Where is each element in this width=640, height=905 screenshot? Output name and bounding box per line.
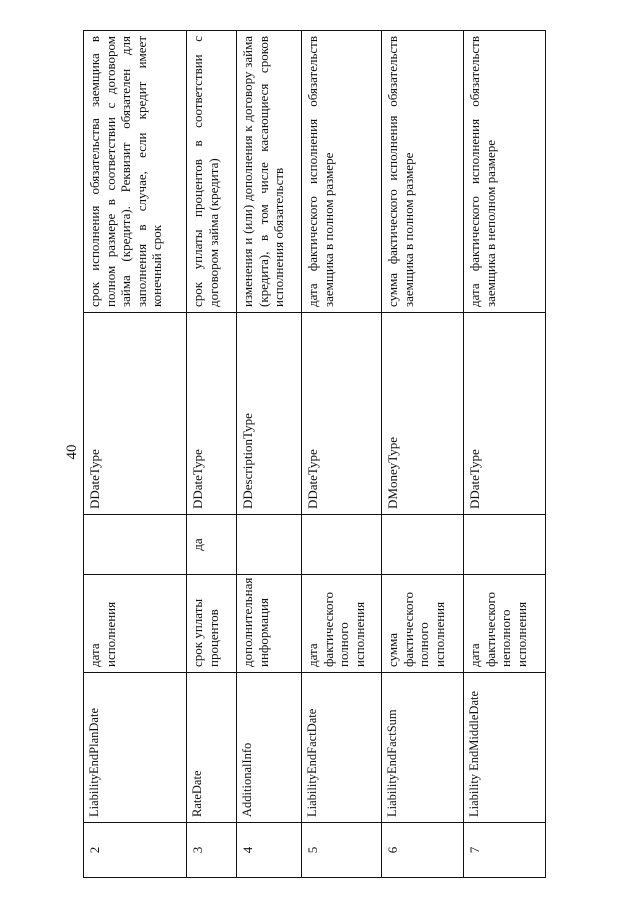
row-number: 2 (84, 823, 187, 878)
table-row (382, 31, 464, 878)
field-name: сумма фактического полного исполнения (382, 575, 464, 673)
field-description: дата фактического исполнения обязательств заемщика в неполном размере (464, 31, 546, 313)
required-flag (382, 515, 464, 575)
field-name: дата исполнения (84, 575, 187, 673)
field-name: дополнительная информация (237, 575, 302, 673)
page-number: 40 (64, 444, 80, 460)
field-description: срок уплаты процентов в соответствии с договором займа (кредита) (187, 31, 237, 313)
field-type: DDateType (302, 313, 382, 515)
table-row (464, 31, 546, 878)
field-code: RateDate (187, 673, 237, 823)
field-type: DDescriptionType (237, 313, 302, 515)
field-code: LiabilityEndPlanDate (84, 673, 187, 823)
required-flag: да (187, 515, 237, 575)
table-wrapper (83, 31, 545, 878)
row-number: 7 (464, 823, 546, 878)
field-name: срок уплаты процентов (187, 575, 237, 673)
table-row (302, 31, 382, 878)
required-flag (302, 515, 382, 575)
field-type: DDateType (464, 313, 546, 515)
field-code: LiabilityEndFactSum (382, 673, 464, 823)
field-name: дата фактического неполного исполнения (464, 575, 546, 673)
row-number: 4 (237, 823, 302, 878)
table-row (237, 31, 302, 878)
field-code: AdditionalInfo (237, 673, 302, 823)
required-flag (464, 515, 546, 575)
required-flag (84, 515, 187, 575)
field-name: дата фактического полного исполнения (302, 575, 382, 673)
field-description: сумма фактического исполнения обязательств заемщика в полном размере (382, 31, 464, 313)
field-description: срок исполнения обязательства заемщика в полном размере в соответствии с договором займа (кредита). Реквизит обязателен для заполнения в случае, если кредит имеет конечный срок (84, 31, 187, 313)
row-number: 3 (187, 823, 237, 878)
field-description: дата фактического исполнения обязательств заемщика в полном размере (302, 31, 382, 313)
field-type: DDateType (84, 313, 187, 515)
row-number: 5 (302, 823, 382, 878)
row-number: 6 (382, 823, 464, 878)
table-row (84, 31, 187, 878)
required-flag (237, 515, 302, 575)
rotated-table-frame (83, 31, 545, 878)
fields-table (83, 30, 546, 878)
field-type: DDateType (187, 313, 237, 515)
table-row (187, 31, 237, 878)
field-code: Liability EndMiddleDate (464, 673, 546, 823)
field-type: DMoneyType (382, 313, 464, 515)
field-description: изменения и (или) дополнения к договору займа (кредита), в том числе касающиеся сроков исполнения обязательств (237, 31, 302, 313)
field-code: LiabilityEndFactDate (302, 673, 382, 823)
